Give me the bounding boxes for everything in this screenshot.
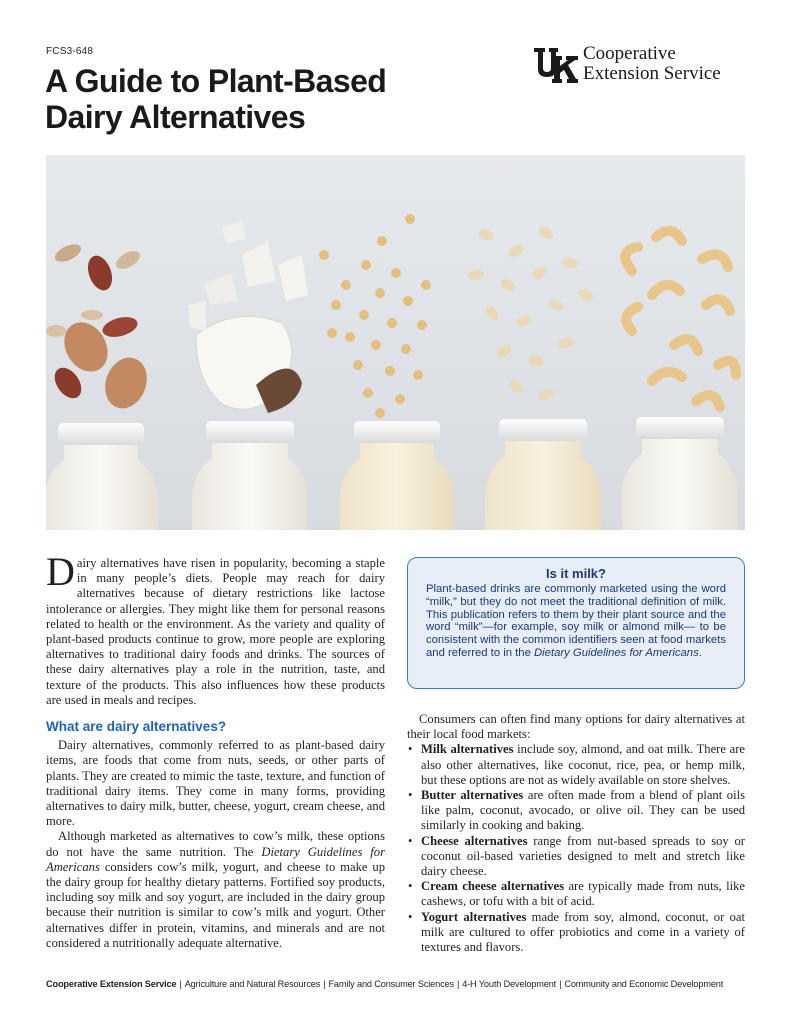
sidebar-title: Is it milk? — [546, 566, 606, 581]
section-paragraph-2-text-b: considers cow’s milk, yogurt, and cheese to make up the dairy group for healthy dietary patterns. Fortified soy products, including soy milk and soy yogurt, are included in the dairy group because their nutrition is similar to cow’s milk and yogurt. Other alternatives differ in protein, vitamins, and minerals and are not considered a nutritionally adequate alternative. — [46, 859, 385, 950]
bottle-4 — [485, 419, 601, 530]
list-item-text: made from soy, almond, coconut, or oat milk are cultured to offer probiotics and come in a variety of textures and flavors. — [421, 909, 745, 955]
footer-separator: | — [323, 979, 326, 989]
footer-unit: Family and Consumer Sciences — [328, 979, 454, 989]
footer-separator: | — [559, 979, 562, 989]
hero-photo — [46, 155, 745, 530]
uk-logo-mark-icon — [533, 46, 579, 84]
list-item-text: are typically made from nuts, like cashews, or tofu with a bit of acid. — [421, 879, 745, 909]
dietary-guidelines-citation: Dietary Guidelines for Americans — [46, 844, 385, 874]
is-it-milk-sidebar — [407, 557, 745, 689]
footer-separator: | — [179, 979, 182, 989]
bottle-3 — [340, 421, 454, 530]
sidebar-body-text-a: Plant-based drinks are commonly marketed using the word “milk,” but they do not meet the traditional definition of milk. This publication refers to them by their plant source and the word “milk”—for example, soy milk or almond milk— to be consistent with the common identifiers seen at food markets and referred to in the — [426, 583, 726, 659]
footer-unit: Agriculture and Natural Resources — [184, 979, 321, 989]
list-item — [407, 834, 745, 880]
list-item-term: Cheese alternatives — [421, 833, 528, 848]
section-paragraph-2 — [46, 829, 385, 951]
list-item-text: are often made from a blend of plant oils like palm, coconut, avocado, or olive oil. They can be used similarly in cooking and baking. — [421, 788, 745, 833]
options-list — [407, 742, 745, 955]
milk-bottles-illustration — [46, 155, 745, 530]
title-line-1: A Guide to Plant-Based — [45, 63, 387, 99]
footer-unit: 4-H Youth Development — [462, 979, 557, 989]
footer-unit: Community and Economic Development — [564, 979, 724, 989]
uk-extension-logo — [533, 44, 753, 86]
list-item-term: Milk alternatives — [421, 742, 514, 757]
intro-paragraph — [46, 549, 385, 708]
bottle-5 — [622, 417, 738, 530]
list-item — [407, 788, 745, 834]
list-item-term: Butter alternatives — [421, 788, 524, 803]
bottle-2 — [192, 421, 308, 530]
list-item-term: Cream cheese alternatives — [421, 879, 564, 894]
list-item — [407, 879, 745, 909]
logo-wordmark — [583, 44, 721, 84]
footer-separator: | — [456, 979, 460, 989]
intro-text: airy alternatives have risen in popularity, becoming a staple in many people’s diets. People may reach for dairy alternatives because of dietary restrictions like lactose intolerance or allergies. They might like them for personal reasons related to health or the environment. As the variety and quality of plant-based products continue to grow, more people are exploring alternatives to traditional dairy foods and drinks. The sources of these dairy alternatives play a role in the nutrition, taste, and texture of the products. This also influences how these products are used in meals and recipes. — [46, 556, 385, 707]
publication-code: FCS3-648 — [46, 46, 94, 57]
section-heading: What are dairy alternatives? — [46, 719, 227, 735]
section-paragraph-2-text-a: Although marketed as alternatives to cow’s milk, these options do not have the same nutrition. The — [46, 829, 385, 859]
list-item-text: range from nut-based spreads to soy or coconut oil-based varieties designed to melt and stretch like dairy cheese. — [421, 833, 745, 879]
logo-line-2: Extension Service — [583, 63, 721, 84]
options-lead: Consumers can often find many options for dairy alternatives at their local food markets: — [407, 712, 745, 742]
footer-org: Cooperative Extension Service — [46, 979, 177, 989]
sidebar-citation: Dietary Guidelines for Americans — [534, 646, 699, 659]
list-item-term: Yogurt alternatives — [421, 909, 527, 924]
title-line-2: Dairy Alternatives — [45, 99, 306, 135]
list-item-text: include soy, almond, and oat milk. There are also other alternatives, like coconut, rice, pea, or hemp milk, but these options are not as widely available on store shelves. — [421, 742, 745, 787]
section-paragraph-1: Dairy alternatives, commonly referred to as plant-based dairy items, are foods that come from nuts, seeds, or other parts of plants. They are created to mimic the taste, texture, and function of traditional dairy items. They come in many forms, providing alternatives to dairy milk, butter, cheese, yogurt, cream cheese, and more. — [46, 738, 385, 829]
right-column — [407, 712, 745, 955]
sidebar-body-text-b: . — [698, 646, 702, 659]
list-item — [407, 910, 745, 956]
left-column — [46, 549, 385, 951]
list-item — [407, 742, 745, 788]
sidebar-body — [426, 583, 726, 660]
footer — [46, 979, 746, 989]
drop-cap: D — [46, 549, 75, 594]
bottle-1 — [46, 423, 158, 530]
logo-line-1: Cooperative — [583, 43, 676, 64]
page-title — [45, 63, 515, 135]
